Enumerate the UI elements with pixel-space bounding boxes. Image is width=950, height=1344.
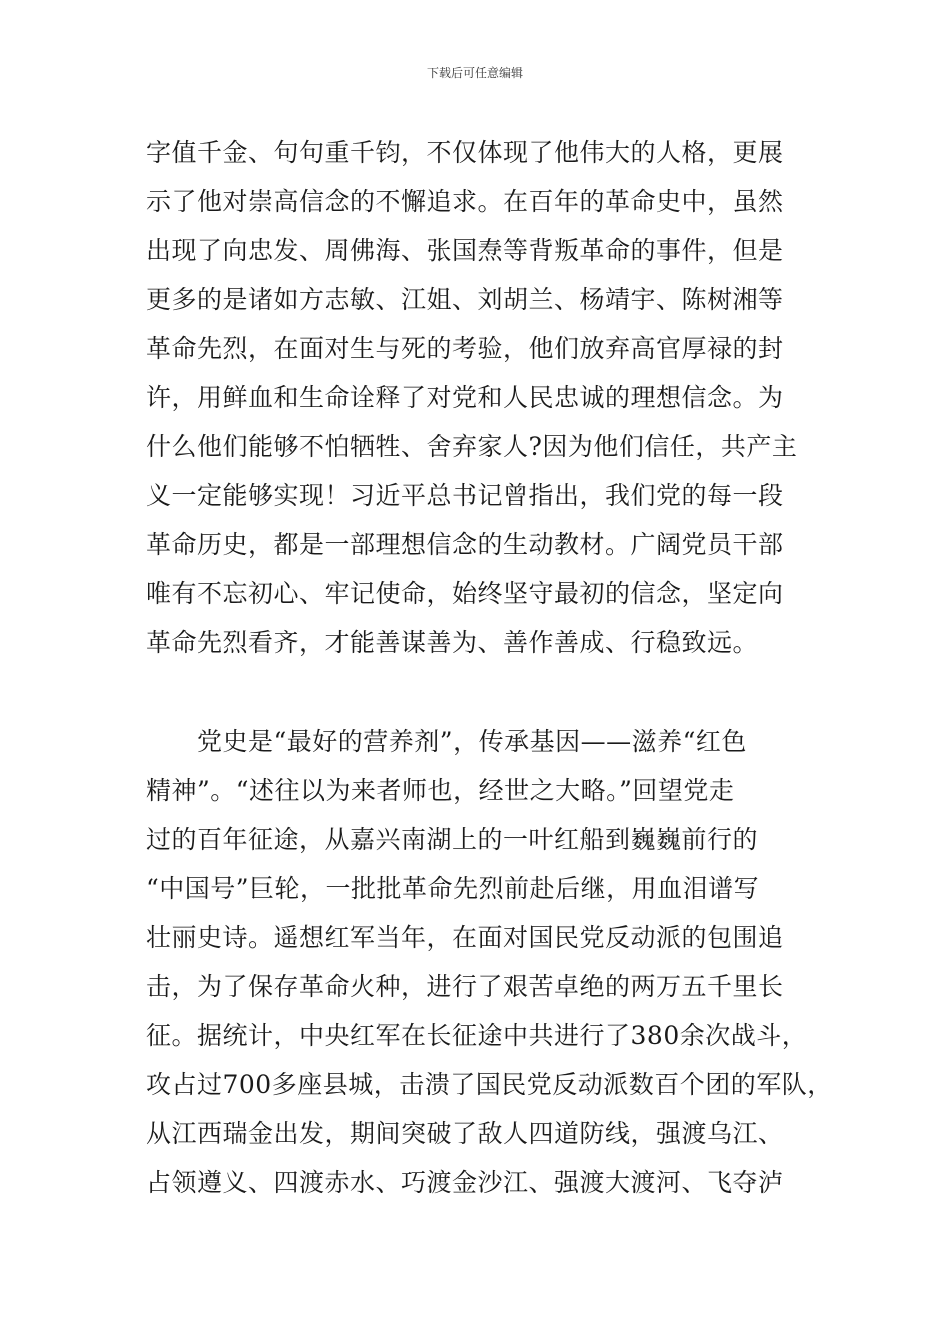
text-line: 革命先烈，在面对生与死的考验，他们放弃高官厚禄的封 xyxy=(146,334,784,363)
text-line: 从江西瑞金出发，期间突破了敌人四道防线，强渡乌江、 xyxy=(146,1119,784,1148)
text-line: 义一定能够实现！习近平总书记曾指出，我们党的每一段 xyxy=(146,481,784,510)
paragraph-1 xyxy=(146,128,826,667)
paragraph-spacer xyxy=(146,667,826,717)
text-line: 唯有不忘初心、牢记使命，始终坚守最初的信念，坚定向 xyxy=(146,579,784,608)
text-line: 革命历史，都是一部理想信念的生动教材。广阔党员干部 xyxy=(146,530,784,559)
text-line: 党史是“最好的营养剂”，传承基因——滋养“红色 xyxy=(146,727,747,756)
text-line: 过的百年征途，从嘉兴南湖上的一叶红船到巍巍前行的 xyxy=(146,825,759,854)
text-line: 出现了向忠发、周佛海、张国焘等背叛革命的事件，但是 xyxy=(146,236,784,265)
text-line: 许，用鲜血和生命诠释了对党和人民忠诚的理想信念。为 xyxy=(146,383,784,412)
text-line: “中国号”巨轮，一批批革命先烈前赴后继，用血泪谱写 xyxy=(146,874,760,903)
text-line: 什么他们能够不怕牺牲、舍弃家人?因为他们信任，共产主 xyxy=(146,432,798,461)
text-line: 字值千金、句句重千钧，不仅体现了他伟大的人格，更展 xyxy=(146,138,784,167)
text-line: 壮丽史诗。遥想红军当年，在面对国民党反动派的包围追 xyxy=(146,923,784,952)
text-line: 更多的是诸如方志敏、江姐、刘胡兰、杨靖宇、陈树湘等 xyxy=(146,285,784,314)
paragraph-2 xyxy=(146,717,833,1207)
text-line: 革命先烈看齐，才能善谋善为、善作善成、行稳致远。 xyxy=(146,628,759,657)
text-line: 征。据统计，中央红军在长征途中共进行了380余次战斗， xyxy=(146,1021,808,1050)
text-line: 占领遵义、四渡赤水、巧渡金沙江、强渡大渡河、飞夺泸 xyxy=(146,1168,784,1197)
text-line: 示了他对崇高信念的不懈追求。在百年的革命史中，虽然 xyxy=(146,187,784,216)
page-header: 下载后可任意编辑 xyxy=(426,66,523,80)
text-line: 击，为了保存革命火种，进行了艰苦卓绝的两万五千里长 xyxy=(146,972,784,1001)
document-body xyxy=(146,128,833,1207)
text-line: 攻占过700多座县城，击溃了国民党反动派数百个团的军队， xyxy=(146,1070,833,1099)
text-line: 精神”。“述往以为来者师也，经世之大略。”回望党走 xyxy=(146,776,735,805)
